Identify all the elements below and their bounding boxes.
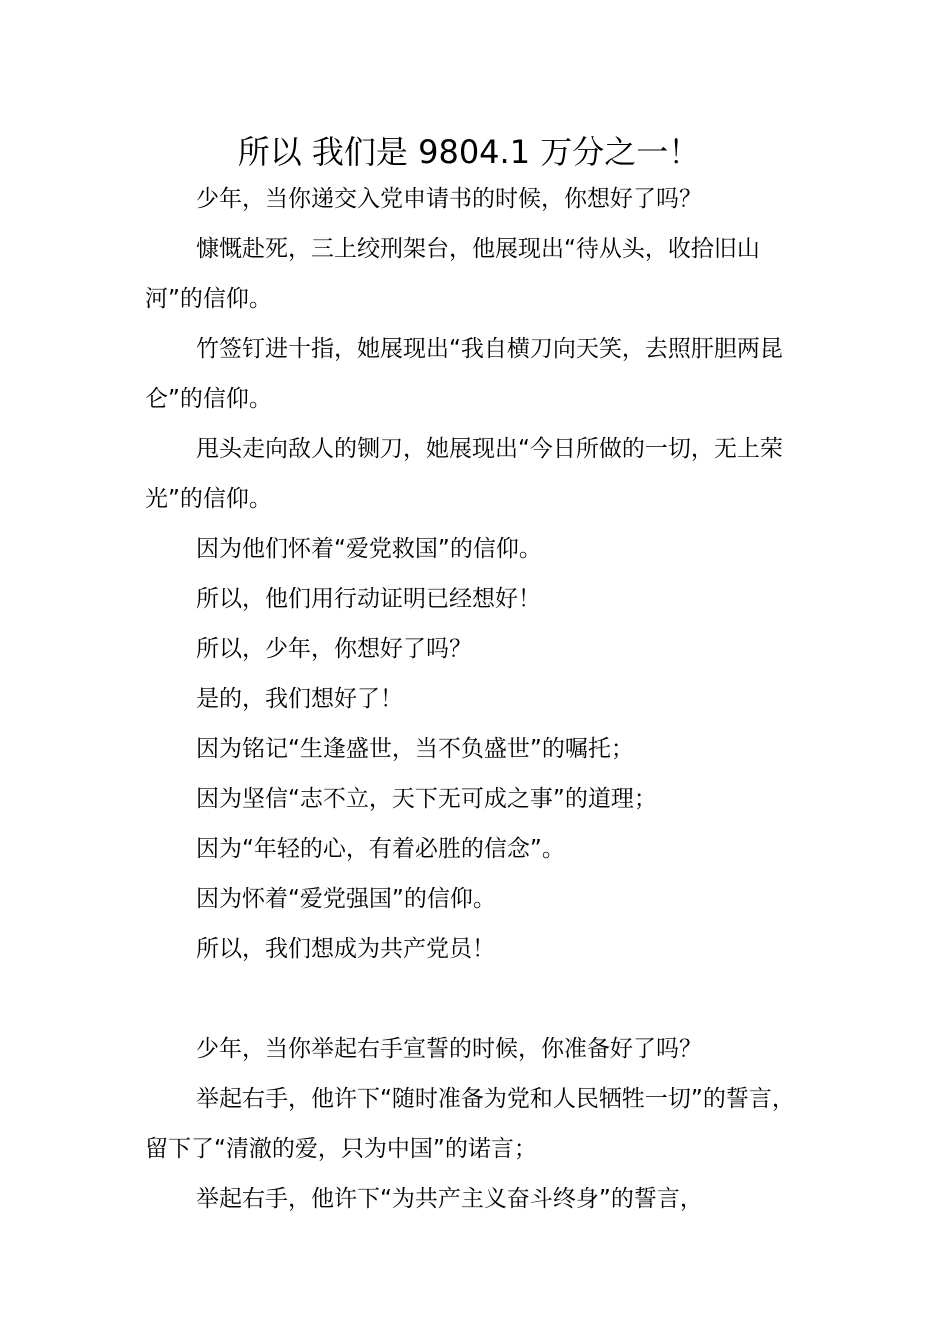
- paragraph: 竹签钉进十指，她展现出“我自横刀向天笑，去照肝胆两昆仑”的信仰。: [145, 336, 783, 412]
- paragraph: 少年，当你递交入党申请书的时候，你想好了吗？: [196, 186, 702, 212]
- paragraph: 少年，当你举起右手宣誓的时候，你准备好了吗？: [196, 1036, 702, 1062]
- blank-line: [145, 974, 809, 1024]
- paragraph: 因为铭记“生逢盛世，当不负盛世”的嘱托；: [196, 736, 634, 762]
- paragraph: 因为他们怀着“爱党救国”的信仰。: [196, 536, 542, 562]
- paragraph: 甩头走向敌人的铡刀，她展现出“今日所做的一切，无上荣光”的信仰。: [145, 436, 783, 512]
- paragraph: 慷慨赴死，三上绞刑架台，他展现出“待从头，收拾旧山河”的信仰。: [145, 236, 760, 312]
- paragraph: 是的，我们想好了！: [196, 686, 403, 712]
- paragraph: 举起右手，他许下“为共产主义奋斗终身”的誓言，: [196, 1186, 703, 1212]
- paragraph: 因为怀着“爱党强国”的信仰。: [196, 886, 496, 912]
- paragraph: 因为坚信“志不立，天下无可成之事”的道理；: [196, 786, 657, 812]
- paragraph: 举起右手，他许下“随时准备为党和人民牺牲一切”的誓言，留下了“清澈的爱，只为中国”的诺言；: [145, 1086, 795, 1162]
- paragraph: 所以，我们想成为共产党员！: [196, 936, 495, 962]
- document-body: [145, 174, 809, 1224]
- paragraph: 因为“年轻的心，有着必胜的信念”。: [196, 836, 565, 862]
- paragraph: 所以，少年，你想好了吗？: [196, 636, 472, 662]
- page-title: 所以 我们是 9804.1 万分之一！: [237, 133, 701, 171]
- paragraph: 所以，他们用行动证明已经想好！: [196, 586, 541, 612]
